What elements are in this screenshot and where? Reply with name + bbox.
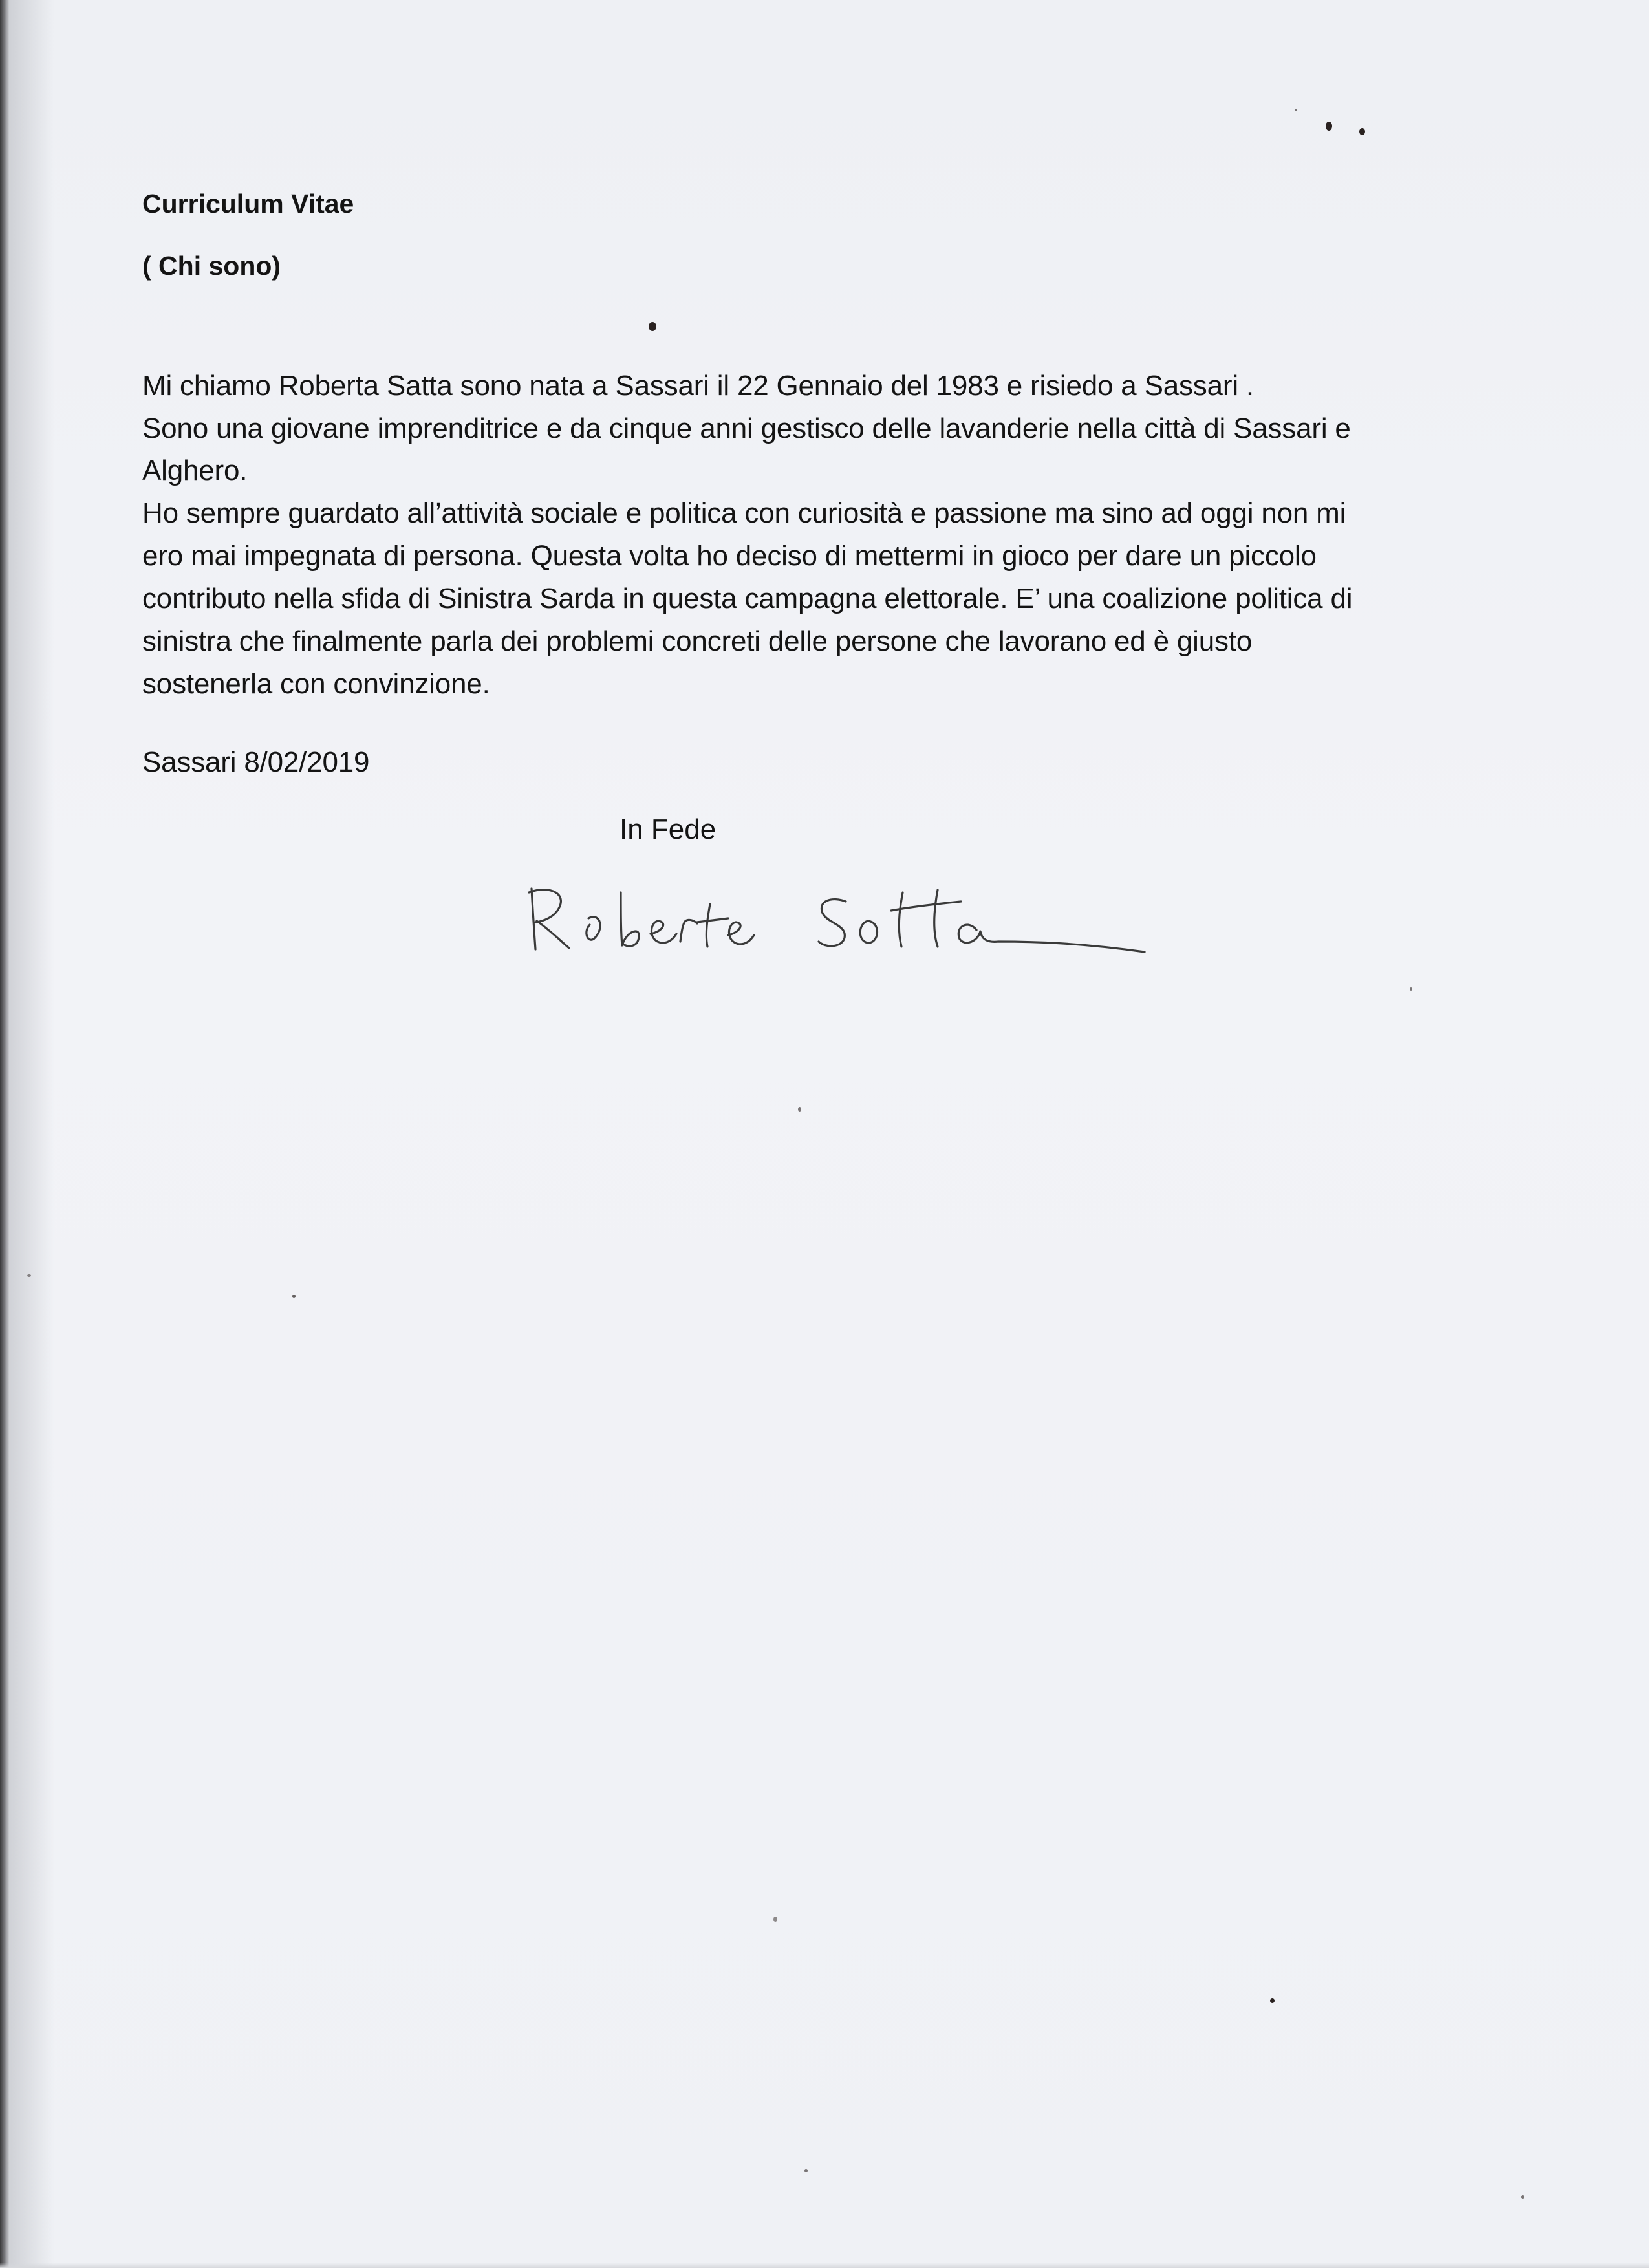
page-bottom-edge [0, 2263, 1649, 2268]
scan-speck [649, 322, 656, 331]
body-line: ero mai impegnata di persona. Questa volta ho deciso di mettermi in gioco per dare un piccolo [142, 540, 1317, 572]
body-line: contributo nella sfida di Sinistra Sarda in questa campagna elettorale. E’ una coalizione politica di [142, 583, 1353, 614]
body-line: Alghero. [142, 455, 248, 486]
scan-speck [1326, 122, 1332, 131]
page-left-edge [0, 0, 9, 2268]
page-edge-shadow [9, 0, 54, 2268]
body-line: Mi chiamo Roberta Satta sono nata a Sassari il 22 Gennaio del 1983 e risiedo a Sassari . [142, 370, 1254, 402]
scan-speck [804, 2169, 808, 2172]
body-line: sinistra che finalmente parla dei problemi concreti delle persone che lavorano ed è giusto [142, 625, 1253, 657]
scan-speck [1410, 987, 1412, 991]
scan-speck [27, 1274, 31, 1277]
scan-speck [1521, 2195, 1524, 2199]
scan-speck [292, 1295, 296, 1298]
scan-speck [1359, 128, 1365, 135]
scan-speck [1295, 109, 1297, 111]
document-subtitle: ( Chi sono) [142, 251, 281, 281]
scan-speck [1270, 1998, 1275, 2003]
body-line: Sono una giovane imprenditrice e da cinque anni gestisco delle lavanderie nella città di Sassari e [142, 413, 1351, 444]
scan-speck [773, 1917, 777, 1922]
body-line: Ho sempre guardato all’attività sociale e politica con curiosità e passione ma sino ad oggi non mi [142, 497, 1346, 529]
place-date: Sassari 8/02/2019 [142, 746, 370, 778]
document-title: Curriculum Vitae [142, 189, 354, 219]
scan-speck [798, 1107, 801, 1112]
body-line: sostenerla con convinzione. [142, 668, 490, 700]
closing-in-fede: In Fede [620, 814, 717, 845]
handwritten-signature [524, 867, 1170, 970]
